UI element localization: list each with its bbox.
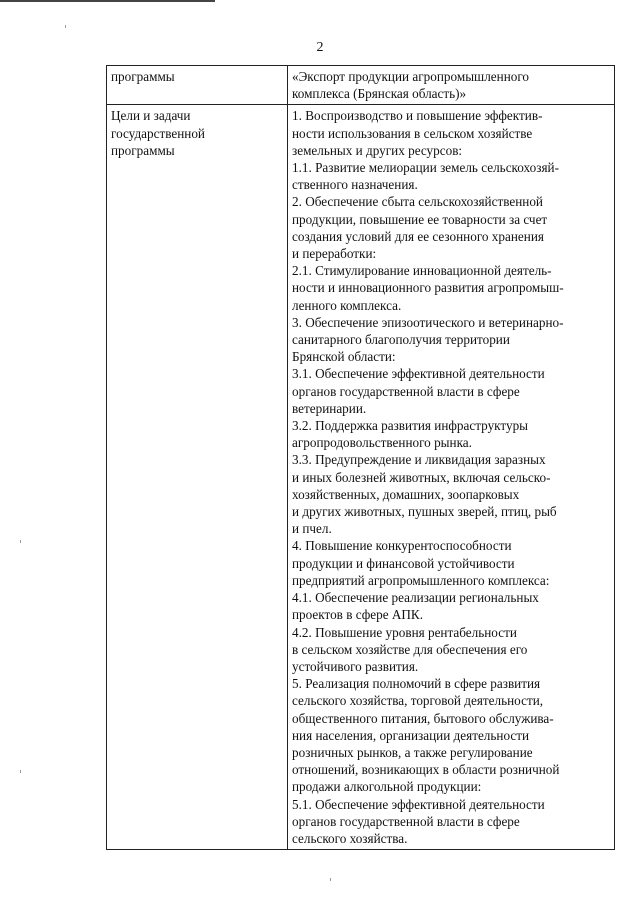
content-line: 2.1. Стимулирование инновационной деятель-	[292, 263, 552, 279]
scan-speck	[330, 878, 331, 881]
content-line: ности и инновационного развития агропромыш-	[292, 280, 564, 296]
content-line: 5.1. Обеспечение эффективной деятельности	[292, 796, 545, 812]
content-line: и пчел.	[292, 521, 332, 537]
content-line: земельных и других ресурсов:	[292, 142, 463, 158]
scan-edge-line	[0, 0, 215, 2]
content-line: общественного питания, бытового обслужива-	[292, 710, 554, 726]
scan-speck	[65, 25, 66, 28]
content-line: отношений, возникающих в области розничной	[292, 762, 560, 778]
content-line: органов государственной власти в сфере	[292, 383, 520, 399]
content-line: 4.1. Обеспечение реализации региональных	[292, 590, 539, 606]
content-line: «Экспорт продукции агропромышленного	[292, 69, 530, 84]
row-label-cell	[107, 105, 288, 850]
content-line: ственного назначения.	[292, 177, 418, 193]
table-row	[107, 105, 615, 850]
content-line: продажи алкогольной продукции:	[292, 779, 482, 795]
content-line: 4. Повышение конкурентоспособности	[292, 538, 512, 554]
content-line: сельского хозяйства.	[292, 830, 408, 846]
scan-speck	[20, 770, 21, 773]
scan-speck	[20, 540, 21, 543]
content-line: 3.3. Предупреждение и ликвидация заразных	[292, 452, 546, 468]
label-line: программы	[111, 69, 175, 84]
content-line: проектов в сфере АПК.	[292, 607, 424, 623]
row-content-cell	[288, 105, 615, 850]
program-table	[106, 65, 615, 850]
content-line: 1. Воспроизводство и повышение эффектив-	[292, 108, 543, 124]
content-line: и иных болезней животных, включая сельско-	[292, 469, 551, 485]
content-line: 5. Реализация полномочий в сфере развития	[292, 676, 541, 692]
row-label-cell	[107, 66, 288, 105]
content-line: розничных рынков, а также регулирование	[292, 744, 533, 760]
content-line: комплекса (Брянская область)»	[292, 86, 467, 102]
content-line: хозяйственных, домашних, зоопарковых	[292, 486, 520, 502]
content-line: продукции и финансовой устойчивости	[292, 555, 515, 571]
content-line: продукции, повышение ее товарности за счет	[292, 211, 548, 227]
label-line: программы	[111, 142, 175, 158]
content-line: ния населения, организации деятельности	[292, 727, 530, 743]
content-line: агропродовольственного рынка.	[292, 435, 472, 451]
content-line: в сельском хозяйстве для обеспечения его	[292, 641, 528, 657]
table-body	[107, 66, 615, 850]
content-line: 3. Обеспечение эпизоотического и ветеринарно-	[292, 314, 564, 330]
label-line: государственной	[111, 125, 205, 141]
table-row	[107, 66, 615, 105]
content-line: ленного комплекса.	[292, 297, 402, 313]
content-line: и переработки:	[292, 246, 377, 262]
content-line: ветеринарии.	[292, 400, 367, 416]
content-line: сельского хозяйства, торговой деятельности,	[292, 693, 544, 709]
content-line: санитарного благополучия территории	[292, 332, 510, 348]
label-line: Цели и задачи	[111, 108, 191, 124]
content-line: 1.1. Развитие мелиорации земель сельскохозяй-	[292, 160, 559, 176]
content-line: Брянской области:	[292, 349, 396, 365]
content-line: и других животных, пушных зверей, птиц, рыб	[292, 504, 557, 520]
content-line: органов государственной власти в сфере	[292, 813, 520, 829]
content-line: предприятий агропромышленного комплекса:	[292, 572, 550, 588]
content-line: 2. Обеспечение сбыта сельскохозяйственной	[292, 194, 543, 210]
row-content-cell	[288, 66, 615, 105]
page-number: 2	[316, 40, 324, 55]
content-line: 3.2. Поддержка развития инфраструктуры	[292, 418, 529, 434]
content-line: создания условий для ее сезонного хранения	[292, 228, 544, 244]
content-line: устойчивого развития.	[292, 658, 419, 674]
content-line: ности использования в сельском хозяйстве	[292, 125, 533, 141]
content-line: 4.2. Повышение уровня рентабельности	[292, 624, 517, 640]
content-line: 3.1. Обеспечение эффективной деятельности	[292, 366, 545, 382]
